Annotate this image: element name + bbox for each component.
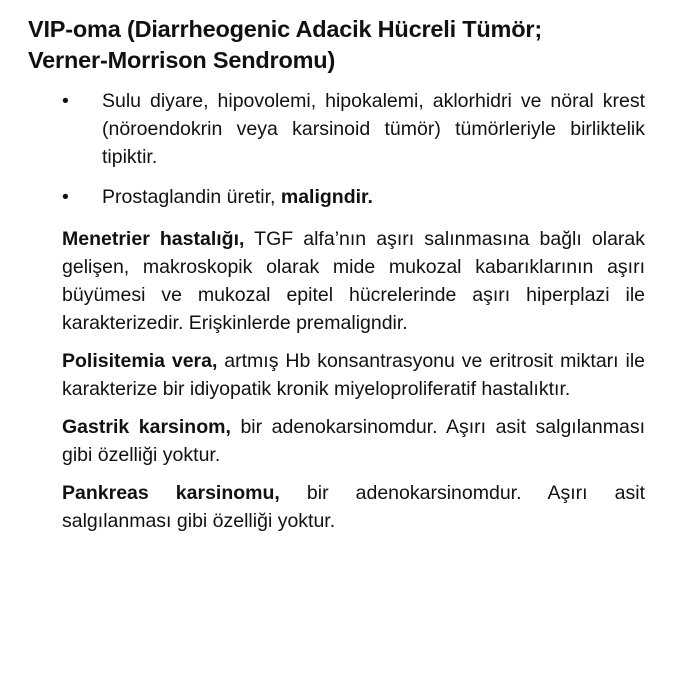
bullet-text: Prostaglandin üretir, bbox=[102, 186, 281, 208]
paragraph-text: TGF alfa’nın aşırı salınmasına bağlı olarak gelişen, makroskopik olarak mide mukozal kabarıklarının aşırı büyümesi ve mukozal epitel hücrelerinde aşırı hiperplazi ile karakterizedir. Erişkinlerde premaligndir. bbox=[62, 228, 645, 334]
term-menetrier: Menetrier hastalığı, bbox=[62, 228, 245, 250]
section-title bbox=[28, 14, 657, 76]
term-pankreas: Pankreas karsinomu, bbox=[62, 482, 280, 504]
paragraph-gastrik bbox=[62, 413, 645, 469]
title-line-2: Verner-Morrison Sendromu) bbox=[28, 47, 336, 73]
paragraph-text: bir adenokarsinomdur. Aşırı asit salgılanması gibi özelliği yoktur. bbox=[62, 416, 646, 466]
bullet-list bbox=[28, 87, 657, 211]
bullet-marker: • bbox=[62, 90, 69, 112]
paragraph-pankreas bbox=[62, 479, 645, 535]
bullet-text: Sulu diyare, hipovolemi, hipokalemi, aklorhidri ve nöral krest (nöroendokrin veya karsinoid tümör) tümörleriyle birliktelik tipiktir. bbox=[102, 90, 645, 168]
paragraph-polisitemia bbox=[62, 347, 645, 403]
title-line-1: VIP-oma (Diarrheogenic Adacik Hücreli Tümör; bbox=[28, 16, 542, 42]
bullet-bold-text: maligndir. bbox=[280, 186, 373, 208]
term-gastrik: Gastrik karsinom, bbox=[62, 416, 231, 438]
term-polisitemia: Polisitemia vera, bbox=[62, 350, 218, 372]
bullet-item bbox=[28, 183, 657, 211]
paragraph-menetrier bbox=[62, 225, 645, 337]
paragraph-text: bir adenokarsinomdur. Aşırı asit salgılanması gibi özelliği yoktur. bbox=[62, 482, 645, 532]
bullet-marker: • bbox=[62, 186, 69, 208]
paragraph-text: artmış Hb konsantrasyonu ve eritrosit miktarı ile karakterize bir idiyopatik kronik miyeloproliferatif hastalıktır. bbox=[62, 350, 645, 400]
bullet-item bbox=[28, 87, 657, 171]
